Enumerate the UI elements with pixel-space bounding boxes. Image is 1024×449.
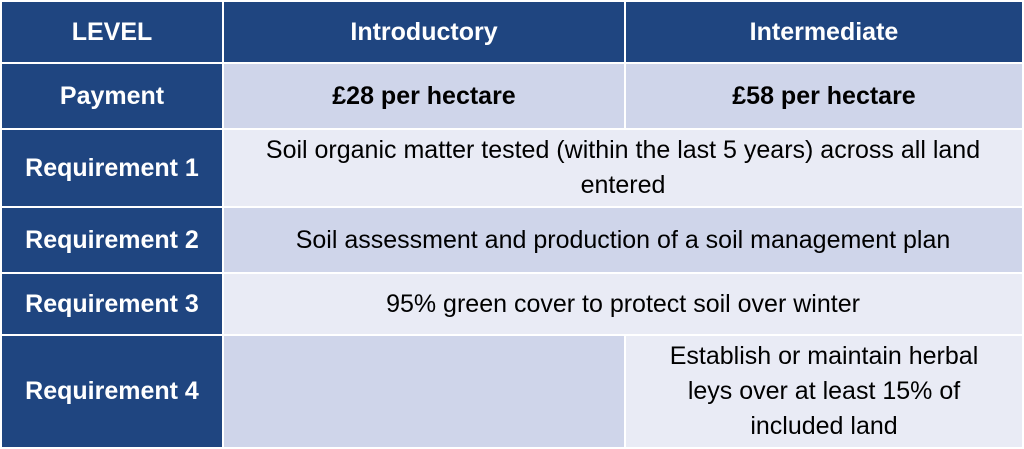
header-introductory: Introductory [223,1,625,63]
header-row [1,1,1023,63]
requirement-3-text: 95% green cover to protect soil over winter [223,273,1023,335]
requirement-4-intermediate: Establish or maintain herbal leys over at least 15% of included land [625,335,1023,448]
requirement-1-text: Soil organic matter tested (within the last 5 years) across all land entered [223,129,1023,207]
payment-introductory: £28 per hectare [223,63,625,129]
header-level: LEVEL [1,1,223,63]
requirement-3-label: Requirement 3 [1,273,223,335]
requirement-1-row [1,129,1023,207]
requirement-4-row [1,335,1023,448]
requirement-1-label: Requirement 1 [1,129,223,207]
header-intermediate: Intermediate [625,1,1023,63]
requirement-2-label: Requirement 2 [1,207,223,273]
payment-row [1,63,1023,129]
requirement-4-introductory [223,335,625,448]
requirement-3-row [1,273,1023,335]
requirement-2-row [1,207,1023,273]
payment-label: Payment [1,63,223,129]
requirement-2-text: Soil assessment and production of a soil management plan [223,207,1023,273]
payment-intermediate: £58 per hectare [625,63,1023,129]
requirement-4-label: Requirement 4 [1,335,223,448]
